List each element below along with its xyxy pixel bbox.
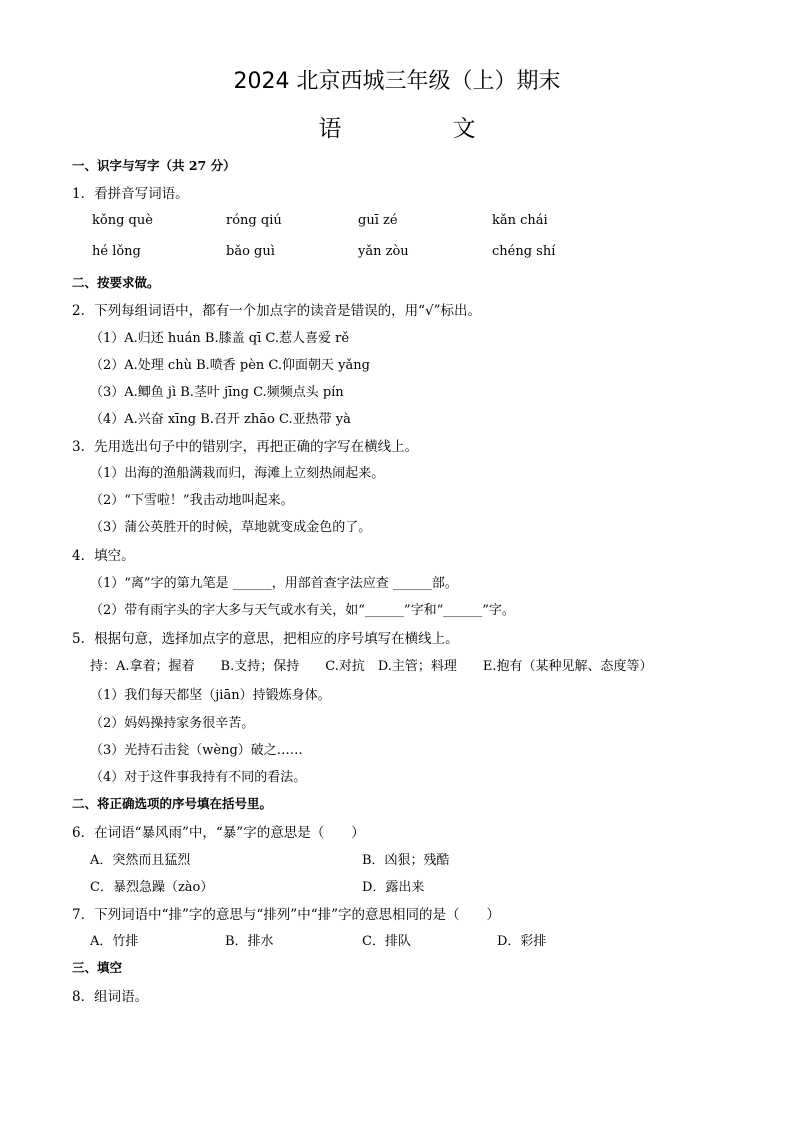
section-heading-4: 三、填空: [72, 960, 123, 975]
section-heading-3: 二、将正确选项的序号填在括号里。: [72, 796, 273, 811]
question-7-option: C．排队: [362, 934, 411, 949]
question-5-item: （4）对于这件事我持有不同的看法。: [90, 770, 307, 785]
pinyin-item: róng qiú: [226, 213, 282, 228]
question-2-stem: 2．下列每组词语中，都有一个加点字的读音是错误的，用“√”标出。: [72, 303, 481, 319]
question-4-stem: 4．填空。: [72, 548, 135, 564]
section-heading-2: 二、按要求做。: [72, 275, 160, 290]
question-6-option: A．突然而且猛烈: [90, 853, 191, 868]
question-5-item: （3）光持石击瓮（wèng）破之……: [90, 743, 303, 758]
question-5-stem: 5．根据句意，选择加点字的意思，把相应的序号填写在横线上。: [72, 631, 459, 647]
pinyin-item: bǎo guì: [226, 244, 275, 259]
question-7-option: B．排水: [225, 934, 274, 949]
pinyin-item: guī zé: [358, 213, 398, 228]
subject-title: 语 文: [318, 116, 520, 142]
pinyin-item: yǎn zòu: [358, 244, 409, 259]
question-4-item: （1）“离”字的第九笔是 ______，用部首查字法应查 ______部。: [90, 576, 458, 591]
question-6-option: D．露出来: [362, 880, 425, 895]
question-6-stem: 6．在词语“暴风雨”中，“暴”字的意思是（ ）: [72, 825, 365, 841]
question-3-stem: 3．先用选出句子中的错别字，再把正确的字写在横线上。: [72, 439, 419, 455]
section-heading-1: 一、识字与写字（共 27 分）: [72, 158, 236, 173]
question-7-option: A．竹排: [90, 934, 139, 949]
question-5-meanings: 持：A.拿着；握着 B.支持；保持 C.对抗 D.主管；料理 E.抱有（某种见解、态度等）: [90, 659, 653, 674]
pinyin-item: hé lǒng: [92, 244, 141, 259]
question-5-item: （1）我们每天都坚（jiān）持锻炼身体。: [90, 688, 331, 703]
question-8-stem: 8．组词语。: [72, 989, 149, 1005]
question-5-item: （2）妈妈操持家务很辛苦。: [90, 716, 255, 731]
question-3-item: （1）出海的渔船满栽而归，海滩上立刻热闹起来。: [90, 466, 385, 481]
question-6-option: C．暴烈急躁（zào）: [90, 880, 214, 895]
question-3-item: （3）蒲公英胜开的时候，草地就变成金色的了。: [90, 520, 372, 535]
pinyin-item: kǒng què: [92, 213, 153, 228]
question-4-item: （2）带有雨字头的字大多与天气或水有关，如“______”字和“______”字。: [90, 603, 515, 618]
question-3-item: （2）“下雪啦！”我击动地叫起来。: [90, 493, 294, 508]
question-6-option: B．凶狠；残酷: [362, 853, 450, 868]
pinyin-item: kǎn chái: [492, 213, 548, 228]
question-2-item: （3）A.鲫鱼 jì B.茎叶 jīng C.频频点头 pín: [90, 385, 344, 400]
page-title: 2024 北京西城三年级（上）期末: [233, 69, 561, 94]
question-7-stem: 7．下列词语中“排”字的意思与“排列”中“排”字的意思相同的是（ ）: [72, 907, 500, 923]
pinyin-item: chéng shí: [492, 244, 556, 259]
question-2-item: （4）A.兴奋 xīng B.召开 zhāo C.亚热带 yà: [90, 412, 351, 427]
question-2-item: （2）A.处理 chù B.喷香 pèn C.仰面朝天 yǎng: [90, 358, 370, 373]
question-1-stem: 1．看拼音写词语。: [72, 186, 189, 202]
question-2-item: （1）A.归还 huán B.膝盖 qī C.惹人喜爱 rě: [90, 331, 350, 346]
question-7-option: D．彩排: [497, 934, 547, 949]
